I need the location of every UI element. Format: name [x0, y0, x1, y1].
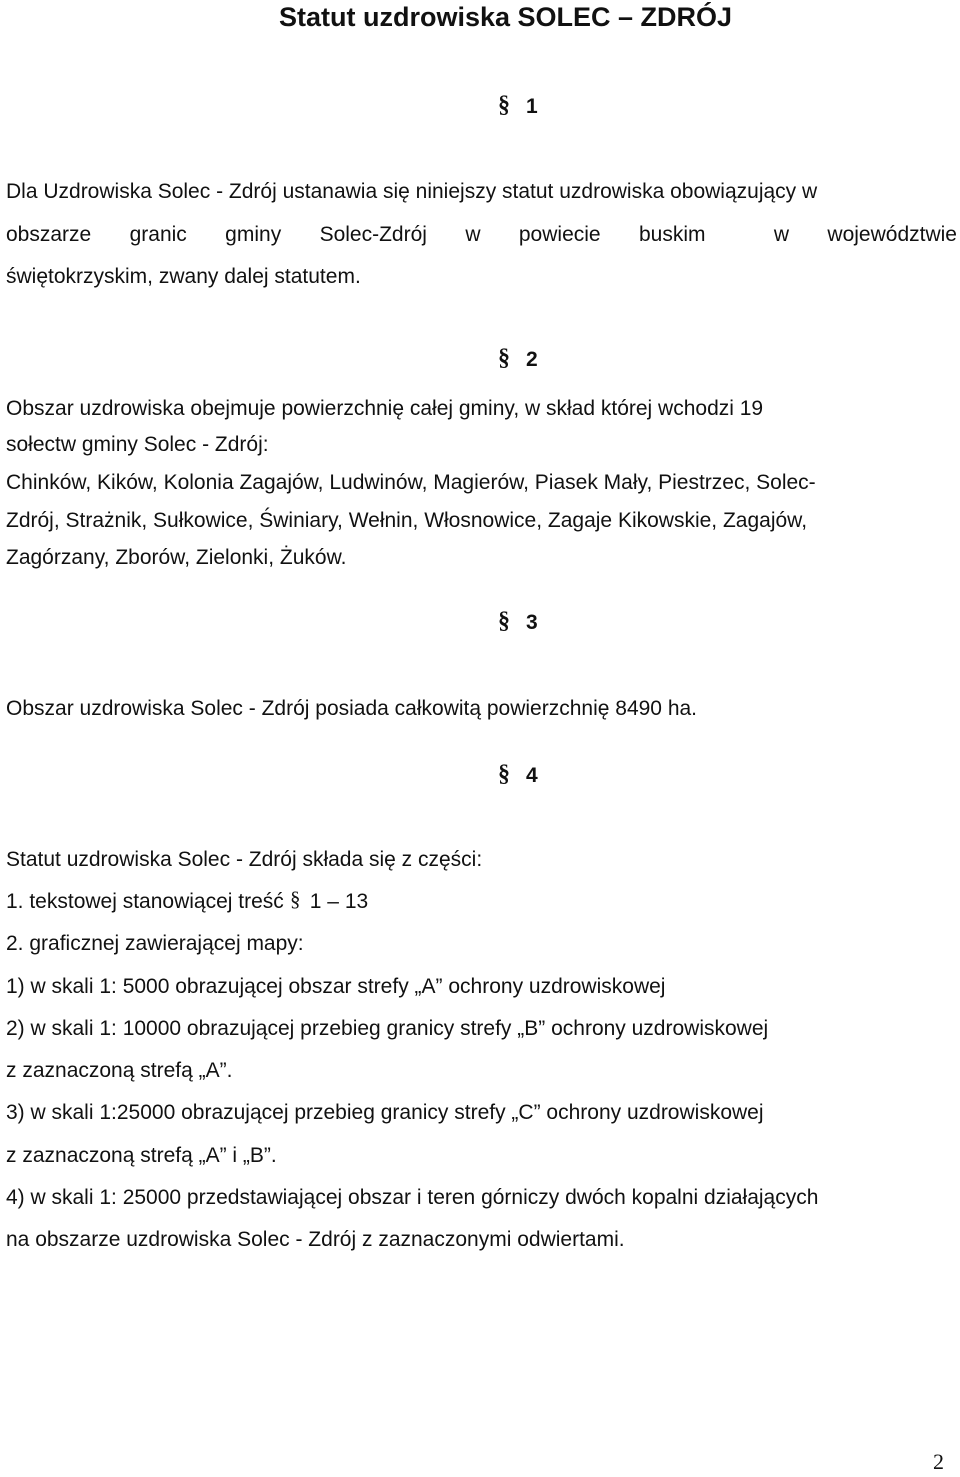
section-heading-4: [498, 765, 538, 787]
paragraph-line: z zaznaczoną strefą „A”.: [6, 1059, 233, 1082]
paragraph-line: 2) w skali 1: 10000 obrazującej przebieg granicy strefy „B” ochrony uzdrowiskowej: [6, 1017, 769, 1040]
section-sign-icon: [498, 94, 512, 116]
section-number: 2: [526, 348, 538, 371]
word: w: [773, 223, 790, 246]
word: Solec-Zdrój: [319, 223, 427, 246]
section-range: 1 – 13: [309, 890, 369, 913]
paragraph-line: 4) w skali 1: 25000 przedstawiającej obszar i teren górniczy dwóch kopalni działających: [6, 1186, 819, 1209]
section-number: 4: [526, 764, 538, 787]
paragraph-line: 3) w skali 1:25000 obrazującej przebieg granicy strefy „C” ochrony uzdrowiskowej: [6, 1101, 764, 1124]
paragraph-line: [6, 891, 368, 912]
section-number: 3: [526, 611, 538, 634]
word: obszarze: [6, 223, 92, 246]
section-number: 1: [526, 95, 538, 118]
word: gminy: [225, 223, 282, 246]
svg-text:§: §: [498, 347, 510, 370]
paragraph-line: sołectw gminy Solec - Zdrój:: [6, 433, 269, 456]
section-sign-icon: [498, 610, 512, 632]
section-heading-2: [498, 349, 538, 371]
paragraph-line: na obszarze uzdrowiska Solec - Zdrój z zaznaczonymi odwiertami.: [6, 1228, 625, 1251]
section-sign-icon: [498, 347, 512, 369]
list-item-text: 1. tekstowej stanowiącej treść: [6, 890, 284, 913]
section-sign-icon: [290, 890, 302, 910]
page-number: 2: [933, 1449, 944, 1474]
svg-text:§: §: [289, 890, 301, 911]
word: powiecie: [518, 223, 601, 246]
paragraph-line: Zdrój, Strażnik, Sułkowice, Świniary, Wełnin, Włosnowice, Zagaje Kikowskie, Zagajów,: [6, 509, 808, 532]
section-heading-3: [498, 612, 538, 634]
paragraph-line: 1) w skali 1: 5000 obrazującej obszar strefy „A” ochrony uzdrowiskowej: [6, 975, 666, 998]
paragraph-line-justified: [6, 224, 957, 245]
paragraph-line: Statut uzdrowiska Solec - Zdrój składa się z części:: [6, 848, 483, 871]
word: buskim: [638, 223, 706, 246]
svg-text:§: §: [498, 94, 510, 117]
paragraph-line: Zagórzany, Zborów, Zielonki, Żuków.: [6, 546, 347, 569]
word: granic: [129, 223, 187, 246]
paragraph-line: 2. graficznej zawierającej mapy:: [6, 932, 304, 955]
paragraph-line: Obszar uzdrowiska Solec - Zdrój posiada całkowitą powierzchnię 8490 ha.: [6, 697, 698, 720]
section-heading-1: [498, 96, 538, 118]
paragraph-line: Obszar uzdrowiska obejmuje powierzchnię całej gminy, w skład której wchodzi 19: [6, 397, 764, 420]
document-title: Statut uzdrowiska SOLEC – ZDRÓJ: [279, 2, 733, 32]
svg-text:§: §: [498, 763, 510, 786]
paragraph-line: Dla Uzdrowiska Solec - Zdrój ustanawia się niniejszy statut uzdrowiska obowiązujący w: [6, 180, 818, 203]
section-sign-icon: [498, 763, 512, 785]
svg-text:§: §: [498, 610, 510, 633]
paragraph-line: z zaznaczoną strefą „A” i „B”.: [6, 1144, 277, 1167]
word: w: [465, 223, 481, 246]
paragraph-line: Chinków, Kików, Kolonia Zagajów, Ludwinów, Magierów, Piasek Mały, Piestrzec, Solec-: [6, 471, 816, 494]
paragraph-line: świętokrzyskim, zwany dalej statutem.: [6, 265, 361, 288]
word: województwie: [827, 223, 957, 246]
